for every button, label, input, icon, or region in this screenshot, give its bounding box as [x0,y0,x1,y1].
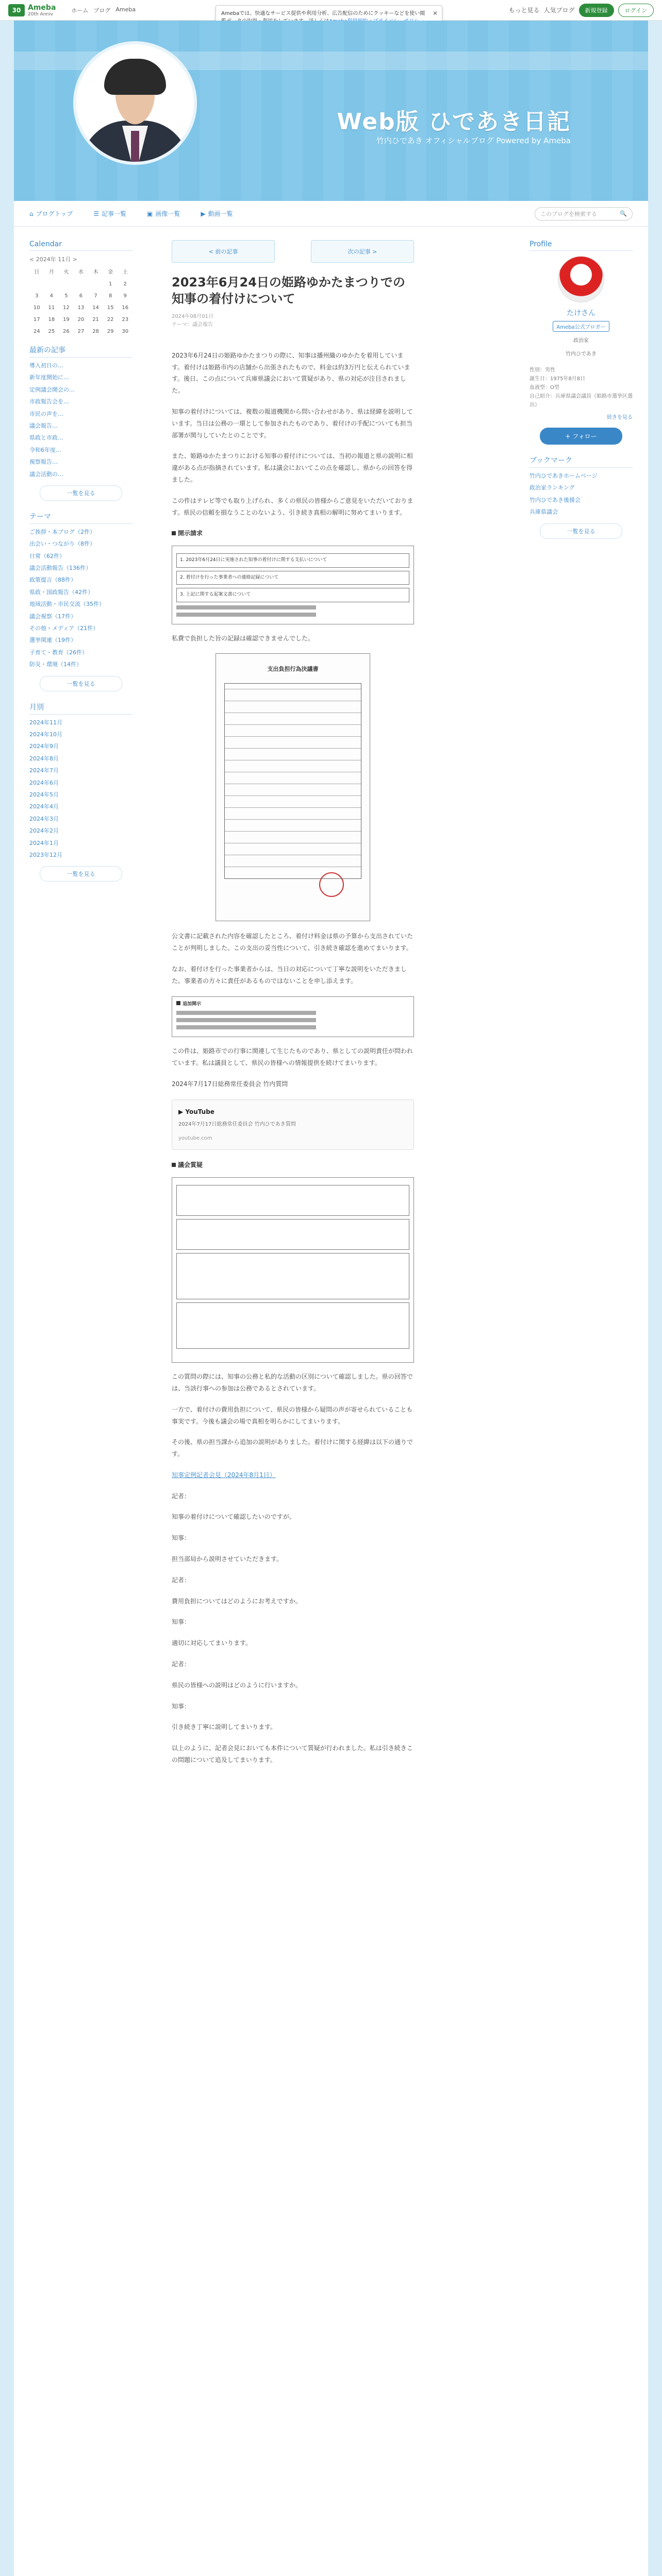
bookmark-title: ブックマーク [529,455,633,468]
bookmark-link[interactable]: 竹内ひであき後援会 [529,496,581,503]
doc-label [176,1001,409,1008]
recent-list [29,362,133,478]
recent-article-link[interactable]: 令和6年度… [29,446,61,453]
popular-blog-link[interactable]: 人気ブログ [543,7,575,14]
calendar-day[interactable]: 29 [107,329,114,334]
receipt-title: 支出負担行為決議書 [267,666,319,673]
recent-article-link[interactable]: 視察報告… [29,459,58,466]
doc-row: 1. 2023年6月24日に実施された知事の着付けに関する支払いについて [176,553,409,568]
doc-label-text: 追加開示 [183,1001,202,1007]
calendar-day[interactable]: 1 [108,281,112,287]
archive-title: 月別 [29,702,133,715]
theme-link[interactable]: その他・メディア（21件） [29,625,99,632]
recent-article-link[interactable]: 県政と市政… [29,434,63,442]
qa-line: 県民の皆様への説明はどのように行いますか。 [172,1681,302,1689]
profile-more-link[interactable]: 続きを見る [607,415,633,420]
close-icon[interactable]: ✕ [432,10,438,17]
right-sidebar [529,240,633,2576]
nav-blog-top[interactable] [29,209,73,218]
nav-image-list[interactable] [147,209,180,218]
paragraph: なお、着付けを行った事業者からは、当日の対応について丁寧な説明をいただきました。事業者の方々に責任があるものではないことを申し添えます。 [172,965,407,985]
doc-lines [176,613,409,617]
calendar-day: 金 [108,269,113,275]
topnav-home[interactable]: ホーム [71,7,89,14]
recent-article-link[interactable]: 議会報告… [29,422,58,429]
archive-link[interactable]: 2024年1月 [29,839,59,846]
calendar-title: Calendar [29,240,133,251]
content-wrap [14,227,648,2576]
recent-article-link[interactable]: 議会活動の… [29,470,63,478]
bookmark-link[interactable]: 竹内ひであきホームページ [529,472,598,479]
archive-link[interactable]: 2024年7月 [29,767,59,774]
square-bullet-icon [172,531,176,535]
calendar-day[interactable]: 21 [92,317,99,323]
blog-search-input[interactable] [535,207,633,221]
paragraph: この質問の際には、知事の公務と私的な活動の区別について確認しました。県の回答では、当該行事への参加は公務であるとされています。 [172,1373,413,1392]
article-theme[interactable]: テーマ：議会報告 [172,321,213,328]
youtube-label: YouTube [185,1108,214,1115]
recent-more-button[interactable]: 一覧を見る [40,485,122,501]
paragraph: 知事の着付けについては、複数の報道機関から問い合わせがあり、県は経緯を説明しています。当日は公務の一環として参加されたものであり、着付けの手配についても担当部署が関与していたとのことです。 [172,408,413,439]
notice-text-1: Amebaでは、快適なサービス提供や利用分析、広告配信のためにクッキーなどを使い閲 [221,11,425,16]
qa-line: 適切に対応してまいります。 [172,1639,252,1647]
disclosure-document-image [172,546,414,624]
official-badge [529,321,633,332]
article-date: 2024年08月01日 [172,313,213,319]
calendar-day[interactable]: 15 [107,305,114,311]
paragraph: 2024年7月17日総務常任委員会 竹内質問 [172,1080,288,1088]
doc-label [172,1159,414,1171]
doc-row-box [176,1253,409,1299]
theme-list [29,528,133,669]
nav-label: 動画一覧 [208,210,233,217]
theme-more-button[interactable]: 一覧を見る [40,676,122,691]
nav-label: ブログトップ [36,210,73,217]
seal-stamp [319,872,344,897]
receipt-document-image[interactable] [216,653,370,921]
calendar-day[interactable]: 4 [49,293,54,299]
bookmark-more-button[interactable]: 一覧を見る [540,523,622,539]
article-body [172,350,414,1766]
calendar-day: 火 [63,269,69,275]
doc-label-text: 議会質疑 [178,1161,203,1169]
calendar-day[interactable]: 23 [122,317,129,323]
recent-article-link[interactable]: 新年度開始に… [29,374,69,381]
doc-lines [176,1018,409,1022]
archive-list [29,719,133,859]
next-article-button[interactable]: 次の記事 > [311,240,414,263]
doc-label-text: 開示請求 [178,530,203,537]
prev-article-button[interactable]: < 前の記事 [172,240,275,263]
ameba-logo[interactable] [8,4,56,17]
doc-row-box [176,1219,409,1250]
calendar-day: 木 [93,269,98,275]
qa-line: 記者： [172,1576,191,1584]
nav-label: 記事一覧 [102,210,127,217]
qa-line: 知事の着付けについて確認したいのですが。 [172,1513,295,1521]
article-title: 2023年6月24日の姫路ゆかたまつりでの知事の着付けについて [172,275,405,307]
blog-navbar [14,201,648,227]
calendar-day: 水 [78,269,84,275]
bookmark-link[interactable]: 政治家ランキング [529,484,575,492]
theme-link[interactable]: 県政・国政報告（42件） [29,588,93,596]
calendar-day[interactable]: 20 [77,317,85,323]
calendar-day[interactable]: 6 [79,293,83,299]
additional-document-image [172,996,414,1038]
bookmark-link[interactable]: 兵庫県議会 [529,509,558,516]
ameba-logo-text: Ameba [28,3,56,12]
qa-line: 費用負担についてはどのようにお考えですか。 [172,1597,302,1605]
paragraph: この件は、姫路市での行事に関連して生じたものであり、県としての説明責任が問われています。私は議員として、県民の皆様への情報提供を続けてまいります。 [172,1047,413,1066]
signup-button[interactable]: 新規登録 [579,4,614,17]
recent-article-link[interactable]: 市民の声を… [29,410,63,417]
archive-link[interactable]: 2024年6月 [29,779,59,786]
calendar-day [59,281,74,287]
doc-lines [176,605,409,609]
portrait-hair [104,59,166,95]
archive-link[interactable]: 2024年10月 [29,731,62,738]
qa-line: 記者： [172,1492,191,1500]
article-pager [172,240,414,263]
archive-link[interactable]: 2024年8月 [29,755,59,762]
topnav-blog[interactable]: ブログ [93,7,111,14]
theme-title: テーマ [29,511,133,524]
doc-row: 3. 上記に関する起案文書について [176,588,409,602]
author-portrait [73,41,197,165]
theme-link[interactable]: 議会活動報告（136件） [29,565,91,572]
nav-video-list[interactable] [201,209,233,218]
theme-link[interactable]: 防災・環境（14件） [29,661,82,668]
calendar-day[interactable]: 26 [63,329,70,334]
more-menu-icon[interactable]: もっと見る [508,7,540,14]
calendar-day[interactable]: 17 [33,317,40,323]
qa-line: 知事： [172,1618,191,1626]
nav-article-list[interactable] [93,209,126,218]
recent-article-link[interactable]: 定例議会開会の… [29,386,75,393]
profile-self-intro: 自己紹介：兵庫県議会議員（姫路市選挙区選出） [529,394,633,408]
paragraph: 公文書に記載された内容を確認したところ、着付け料金は県の予算から支出されていたことが判明しました。この支出の妥当性について、引き続き確認を進めてまいります。 [172,933,413,952]
login-button[interactable]: ログイン [618,4,654,17]
council-document-image [172,1177,414,1363]
calendar-day[interactable]: 2 [123,281,127,287]
calendar-day[interactable]: 30 [122,329,129,334]
calendar-day[interactable]: 25 [48,329,55,334]
square-bullet-icon [172,1163,176,1167]
profile-birthday: 誕生日：1975年8月8日 [529,376,586,382]
qa-line: 担当部局から説明させていただきます。 [172,1555,283,1563]
square-bullet-icon [176,1001,180,1005]
press-conference-link[interactable]: 知事定例記者会見（2024年8月1日） [172,1471,276,1479]
paragraph: その後、県の担当課から追加の説明がありました。着付けに関する経緯は以下の通りです。 [172,1438,413,1458]
qa-line: 引き続き丁寧に説明してまいります。 [172,1723,277,1731]
archive-more-button[interactable]: 一覧を見る [40,866,122,882]
calendar-day [29,281,44,287]
official-badge-label: Ameba公式ブロガー [553,321,609,332]
blog-title[interactable]: Web版 ひであき日記 [337,109,571,135]
doc-lines [176,1025,409,1029]
doc-row: 2. 着付けを行った事業者への連絡記録について [176,571,409,585]
doc-lines [176,1011,409,1015]
theme-link[interactable]: 日常（62件） [29,552,65,560]
ameba-20th-mark: 30 [8,4,25,16]
receipt-table [224,683,361,879]
calendar-day: 日 [34,269,40,275]
calendar-day [44,281,59,287]
paragraph: 一方で、着付けの費用負担について、県民の皆様から疑問の声が寄せられていることも事実です。今後も議会の場で真相を明らかにしてまいります。 [172,1405,413,1425]
left-sidebar [29,240,133,2576]
youtube-title [178,1106,407,1118]
topbar-right [509,4,654,17]
archive-link[interactable]: 2024年9月 [29,743,59,750]
calendar-day[interactable]: 11 [48,305,55,311]
archive-link[interactable]: 2024年11月 [29,719,62,726]
calendar-day[interactable]: 16 [122,305,129,311]
bookmark-list [529,472,633,516]
calendar-day[interactable]: 14 [92,305,99,311]
calendar-day [88,281,103,287]
calendar-month[interactable]: < 2024年 11月 > [29,256,77,263]
theme-link[interactable]: 子育て・教育（26件） [29,649,88,656]
recent-article-link[interactable]: 市政報告会を… [29,398,69,405]
calendar-day[interactable]: 27 [77,329,85,334]
home-icon: ⌂ [29,210,34,217]
profile-gender: 性別：男性 [529,367,555,373]
recent-article-link[interactable]: 導入初日の… [29,362,63,369]
paragraph: この件はテレビ等でも取り上げられ、多くの県民の皆様からご意見をいただいております。県民の信頼を損なうことのないよう、引き続き真相の解明に努めてまいります。 [172,497,413,516]
ameba-logo-sub: 20th Anniv [28,11,53,17]
profile-info [529,366,633,410]
theme-link[interactable]: 議会視察（17件） [29,613,76,620]
list-icon: ☰ [93,210,100,217]
profile-blood: 血液型：O型 [529,385,559,391]
blog-subtitle: 竹内ひであき オフィシャルブログ Powered by Ameba [376,136,571,145]
paragraph: 以上のように、記者会見においても本件について質疑が行われました。私は引き続きこの問題について追及してまいります。 [172,1744,413,1764]
article [172,240,414,2576]
doc-row-box [176,1185,409,1216]
calendar-day: 土 [122,269,128,275]
paragraph: また、姫路ゆかたまつりにおける知事の着付けについては、当初の報道と県の説明に相違がある点が指摘されています。私は議会においてこの点を確認し、県からの回答を得ました。 [172,452,413,483]
doc-row-box [176,1302,409,1349]
calendar-day[interactable]: 12 [63,305,70,311]
profile-intro: 竹内ひであき [566,351,597,357]
paragraph: 私費で負担した旨の記録は確認できませんでした。 [172,634,315,642]
archive-link[interactable]: 2023年12月 [29,851,62,858]
theme-link[interactable]: ご挨拶・本ブログ（2件） [29,528,95,535]
play-icon: ▶ [178,1108,186,1115]
profile-avatar[interactable] [558,256,604,302]
archive-link[interactable]: 2024年4月 [29,803,59,810]
theme-link[interactable]: 地域活動・市民交流（35件） [29,601,105,608]
search-placeholder: このブログを検索する [540,210,597,217]
paragraph: 2023年6月24日の姫路ゆかたまつりの際に、知事は播州織のゆかたを着用しています。着付けは姫路市内の店舗から出張されたもので、料金は約3万円と伝えられています。後日、この点について兵庫県議会において質疑があり、県の対応が注目されました。 [172,351,410,395]
archive-link[interactable]: 2024年5月 [29,791,59,798]
profile-title: Profile [529,240,633,251]
calendar-day[interactable]: 24 [33,329,40,334]
calendar-day[interactable]: 10 [33,305,40,311]
calendar-day[interactable]: 13 [77,305,85,311]
qa-list [172,1490,414,1734]
profile-kind: 政治家 [573,338,589,344]
theme-link[interactable]: 選挙関連（19件） [29,637,76,644]
calendar-day[interactable]: 28 [92,329,99,334]
youtube-embed[interactable] [172,1099,414,1150]
youtube-description: 2024年7月17日総務常任委員会 竹内ひであき質問 [178,1122,296,1128]
calendar-day[interactable]: 8 [108,293,112,299]
topbar-nav [71,6,136,14]
profile-name[interactable]: たけさん [567,309,595,317]
calendar-day[interactable]: 3 [35,293,39,299]
doc-label [172,528,414,539]
calendar-day[interactable]: 5 [64,293,68,299]
theme-link[interactable]: 出会い・つながり（8件） [29,540,95,548]
video-icon: ▶ [201,210,206,217]
topnav-ameba[interactable]: Ameba [115,6,136,13]
calendar-day[interactable]: 9 [123,293,127,299]
calendar-day[interactable]: 18 [48,317,55,323]
calendar-day[interactable]: 22 [107,317,114,323]
theme-link[interactable]: 政策提言（88件） [29,577,76,584]
calendar-grid [29,267,133,334]
archive-link[interactable]: 2024年3月 [29,815,59,822]
archive-link[interactable]: 2024年2月 [29,827,59,835]
nav-label: 画像一覧 [155,210,180,217]
search-icon[interactable]: 🔍 [620,210,627,217]
recent-title: 最新の記事 [29,345,133,358]
qa-line: 記者： [172,1660,191,1668]
youtube-url[interactable]: youtube.com [178,1136,212,1142]
blog-header [14,21,648,201]
qa-line: 知事： [172,1534,191,1542]
calendar-day [74,281,89,287]
calendar-day: 月 [48,269,54,275]
image-icon: ▣ [147,210,153,217]
article-meta [172,313,414,329]
calendar-day[interactable]: 19 [63,317,70,323]
calendar-day[interactable]: 7 [94,293,97,299]
follow-button[interactable]: + フォロー [540,428,622,445]
qa-line: 知事： [172,1702,191,1710]
